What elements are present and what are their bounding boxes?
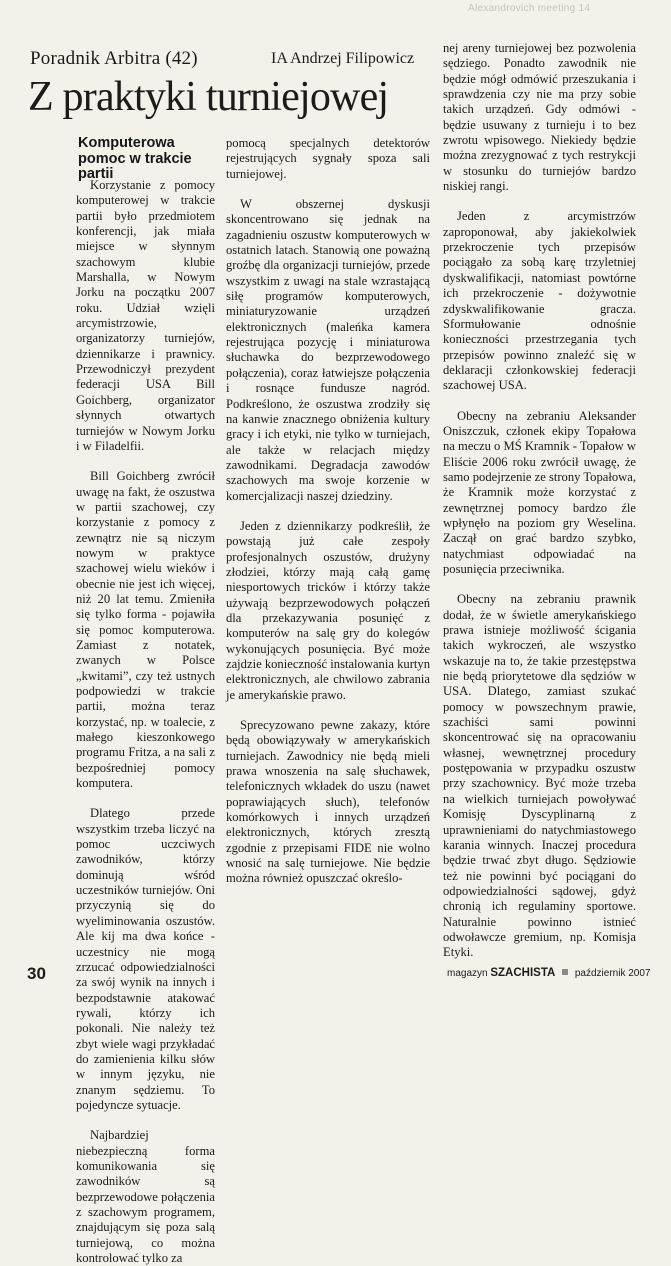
paragraph: Jeden z dziennikarzy podkreślił, że powstają już całe zespoły profesjonalnych oszustów, drużyny złodziei, którzy mają całą gamę niesportowych tricków i którzy także używają bezprzewodowych połączeń dla przekazywania posunięć z komputerów na salę gry do kolegów wykonujących posunięcia. Być może zajdzie konieczność instalowania kurtyn elektronicznych, ale chwilowo zabrania je amerykańskie prawo.	[226, 518, 430, 702]
paragraph: Obecny na zebraniu Aleksander Oniszczuk, członek ekipy Topałowa na meczu o MŚ Kramnik - Topałow w Eliście 2006 roku zwrócił uwagę, że samo podejrzenie ze strony Topałowa, że Kramnik może korzystać z zewnętrznej pomocy bardzo źle wpłynęło na poziom gry Weselina. Zaczął on grać bardzo szybko, natychmiast odpowiadać na posunięcia przeciwnika.	[443, 408, 637, 576]
issue-date: październik 2007	[574, 968, 651, 979]
section-subheading: Komputerowa pomoc w trakcie partii	[78, 135, 192, 182]
paragraph: Najbardziej niebezpieczną forma komunikowania się zawodników są bezprzewodowe połączenia z szachowym programem, znajdującym się poza salą turniejową, co można kontrolować tylko za	[76, 1128, 215, 1266]
series-title: Poradnik Arbitra (42)	[30, 48, 198, 69]
page-number: 30	[27, 964, 46, 983]
text-column-3	[443, 41, 636, 961]
text-column-2	[226, 136, 430, 887]
paragraph: Jeden z arcymistrzów zaproponował, aby jakiekolwiek przekroczenie tych przepisów pociągało za sobą karę trzyletniej dyskwalifikacji, natomiast powtórne ich przekroczenie - dożywotnie zdyskwalifikowanie gracza. Sformułowanie odnośnie konieczności przestrzegania tych przepisów powinno znaleźć się w deklaracji członkowskiej federacji szachowej USA.	[443, 209, 636, 393]
paragraph: Sprecyzowano pewne zakazy, które będą obowiązywały w amerykańskich turniejach. Zawodnicy nie będą mieli prawa wnoszenia na salę słuchawek, telefonicznych wkładek do uszu (nawet poprawiających słuch), telefonów komórkowych i innych urządzeń elektronicznych, których zresztą zgodnie z przepisami FIDE nie wolno wnosić na salę turniejowe. Nie będzie można również opuszczać określo-	[226, 718, 430, 886]
magazine-name: SZACHISTA	[490, 967, 556, 979]
paragraph: Dlatego przede wszystkim trzeba liczyć na pomoc uczciwych zawodników, którzy dominują wśród uczestników turniejów. Oni przyczynią się do wyeliminowania oszustów. Ale kij ma dwa końce - uczestnicy nie mogą zrzucać odpowiedzialności za swój wynik na innych i bezpodstawnie atakować rywali, którzy ich pokonali. Nie należy też zbyt wiele wagi przykładać do zamienienia kilku słów w innym języku, nie znanym sędziemu. To pojedyncze sytuacje.	[76, 806, 215, 1112]
paragraph: pomocą specjalnych detektorów rejestrujących sygnały spoza sali turniejowej.	[226, 136, 430, 181]
running-header: Alexandrovich meeting 14	[468, 3, 591, 14]
article-title: Z praktyki turniejowej	[28, 74, 389, 120]
magazine-prefix: magazyn	[447, 968, 488, 979]
paragraph: Bill Goichberg zwrócił uwagę na fakt, że oszustwa w partii szachowej, czy korzystanie z pomocy z zewnątrz nie są niczym nowym w praktyce szachowej wielu wieków i obecnie nie jest ich więcej, niż 20 lat temu. Zmieniła się tylko forma - pojawiła się pomoc komputerowa. Zamiast z notatek, zwanych w Polsce „kwitami”, czy też ustnych podpowiedzi w trakcie partii, można teraz korzystać, np. w toalecie, z małego kieszonkowego programu Fritza, a na sali z bezpośredniej pomocy komputera.	[76, 469, 215, 791]
paragraph: Obecny na zebraniu prawnik dodał, że w świetle amerykańskiego prawa istnieje możliwość ścigania takich wykroczeń, ale wszystko wskazuje na to, że takie przestępstwa nie będą priorytetowe dla sędziów w USA. Dlatego, zamiast szukać pomocy w powszechnym prawie, szachiści sami powinni skoncentrować się na opracowaniu własnej, wewnętrznej procedury postępowania w przypadku oszustw przy szachownicy. Być może trzeba na wielkich turniejach powoływać Komisję Dyscyplinarną z uprawnieniami do natychmiastowego karania winnych. Inaczej procedura będzie trwać zbyt długo. Sędziowie też nie powinni być pociągani do odpowiedzialności sądowej, gdyż chronią ich regulaminy sportowe. Naturalnie powinno istnieć odwoławcze gremium, np. Komisja Etyki.	[443, 592, 636, 960]
author-byline: IA Andrzej Filipowicz	[271, 50, 415, 67]
paragraph: Korzystanie z pomocy komputerowej w trakcie partii było przedmiotem konferencji, jak miała miejsce w słynnym szachowym klubie Marshalla, w Nowym Jorku na początku 2007 roku. Udział wzięli arcymistrzowie, organizatorzy turniejów, dziennikarze i prawnicy. Przewodniczył prezydent federacji USA Bill Goichberg, organizator słynnych otwartych turniejów w Nowym Jorku i w Filadelfii.	[76, 178, 215, 453]
paragraph: W obszernej dyskusji skoncentrowano się jednak na zagadnieniu oszustw komputerowych w ostatnich latach. Stanowią one poważną groźbę dla organizacji turniejów, przede wszystkim z uwagi na stale wzrastającą siłę programów komputerowych, miniaturyzowanie urządzeń elektronicznych (maleńka kamera rejestrująca pozycję i miniaturowa słuchawka do bezprzewodowego połączenia), coraz łatwiejsze połączenia i rosnące fundusze nagród. Podkreślono, że oszustwa zrodziły się na kanwie znacznego obniżenia kultury gracy i ich etyki, nie tylko w turniejach, ale także w relacjach między zawodnikami. Degradacja zawodów szachowych ma swoje korzenie w komercjalizacji naszej dziedziny.	[226, 197, 430, 503]
text-column-1	[76, 178, 215, 1266]
square-bullet-icon	[562, 969, 568, 975]
footer-magazine	[447, 967, 650, 979]
paragraph: nej areny turniejowej bez pozwolenia sędziego. Ponadto zawodnik nie będzie mógł odmówić przeszukania i sprawdzenia czy nie ma przy sobie takich urządzeń. Gdy odmówi - będzie usuwany z turnieju i to bez zwrotu wpisowego. Niekiedy będzie można zrezygnować z tych restrykcji w stosunku do turniejów bardzo niskiej rangi.	[443, 41, 636, 194]
